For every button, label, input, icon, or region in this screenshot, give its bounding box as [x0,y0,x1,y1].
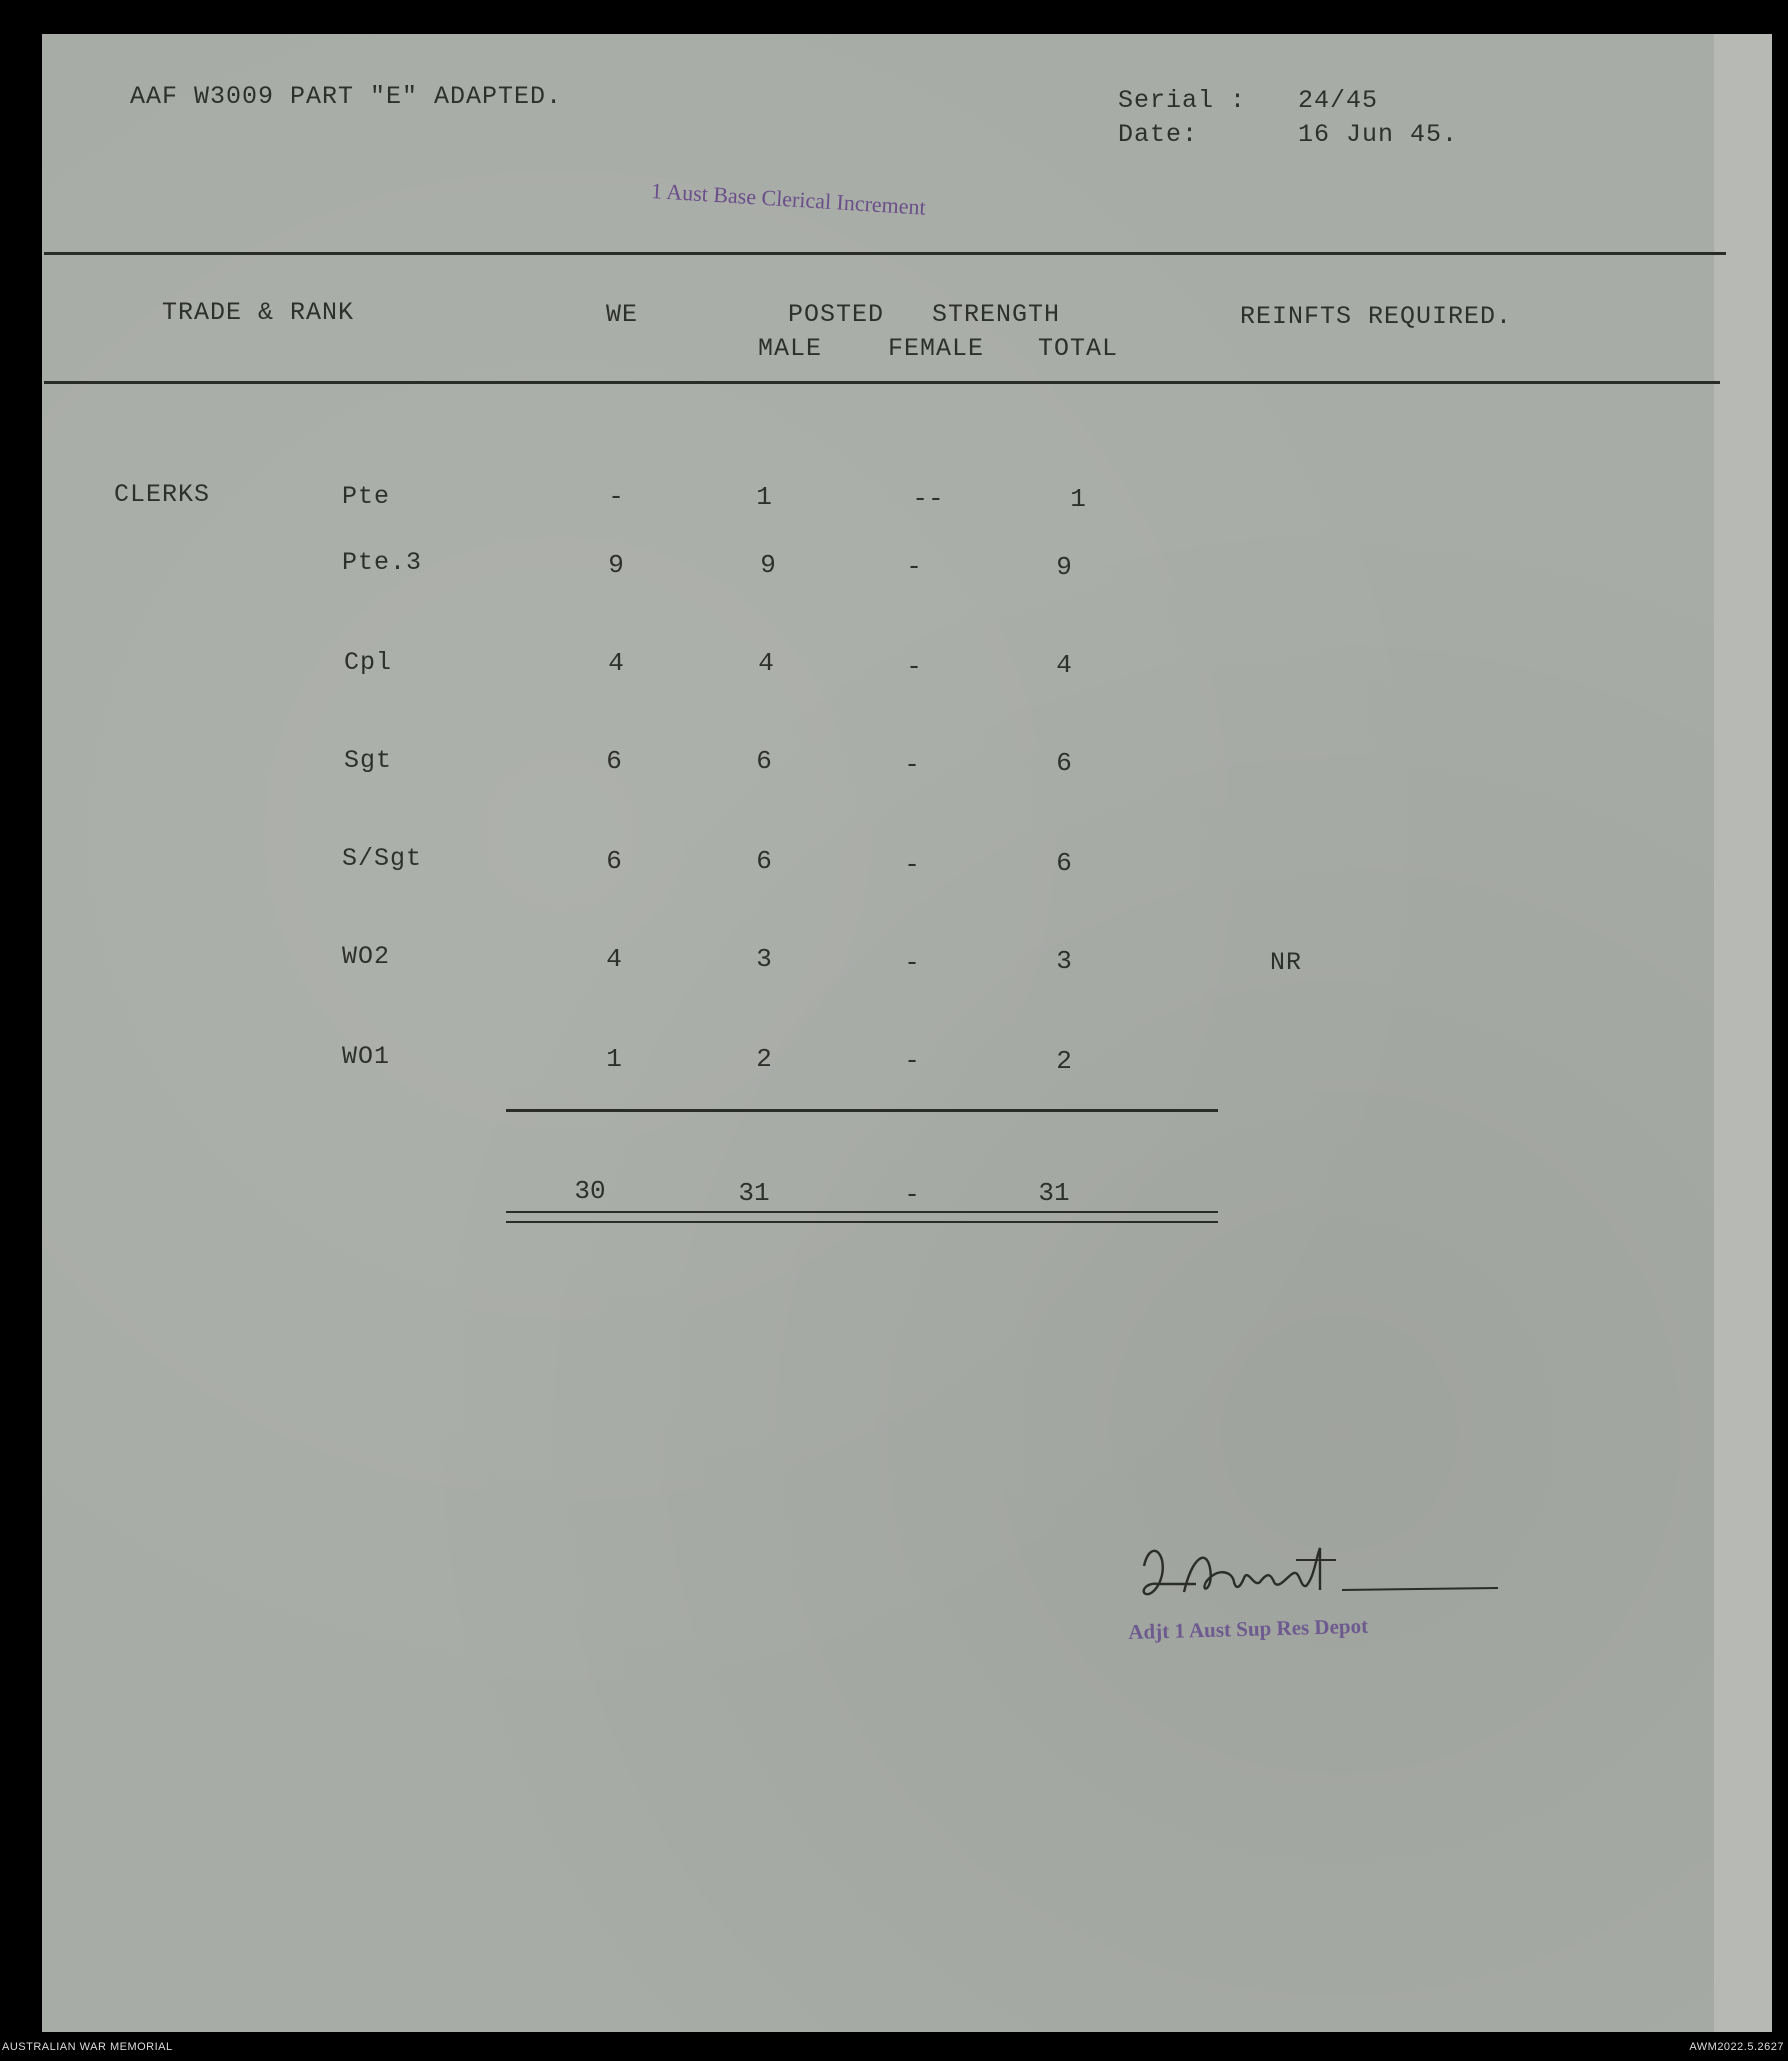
sheet-edge [1714,34,1772,2032]
col-posted-strength: POSTED STRENGTH [788,300,1061,329]
row-male: 3 [756,944,772,974]
row-male: 1 [756,482,772,512]
row-we: 6 [606,746,622,776]
row-female: - [904,750,920,780]
row-total: 3 [1056,946,1072,976]
total-we: 30 [574,1176,606,1206]
footer-institution: AUSTRALIAN WAR MEMORIAL [2,2041,173,2053]
row-we: 1 [606,1044,622,1074]
row-we: 6 [606,846,622,876]
col-male: MALE [758,334,823,363]
row-we: 9 [608,550,624,580]
row-rank: Cpl [344,648,393,677]
total-rule-upper [506,1211,1218,1213]
form-reference: AAF W3009 PART "E" ADAPTED. [130,82,563,111]
col-total: TOTAL [1038,334,1119,363]
trade-name: CLERKS [114,480,211,509]
footer-accession: AWM2022.5.2627 [1689,2041,1784,2053]
row-total: 1 [1070,484,1086,514]
row-female: - [904,850,920,880]
row-rank: WO1 [342,1042,391,1071]
row-rank: Sgt [344,746,393,775]
row-male: 9 [760,550,776,580]
row-rank: Pte.3 [342,548,423,577]
total-male: 31 [738,1178,770,1208]
header-bottom-rule [44,381,1720,384]
total-rule-lower [506,1221,1218,1223]
row-rank: Pte [342,482,391,511]
row-female: -- [912,484,944,514]
row-we: 4 [606,944,622,974]
row-we: - [608,482,624,512]
col-trade-rank: TRADE & RANK [162,298,355,327]
row-total: 9 [1056,552,1072,582]
row-rank: S/Sgt [342,844,423,873]
row-female: - [904,948,920,978]
row-rank: WO2 [342,942,391,971]
row-total: 4 [1056,650,1072,680]
row-male: 6 [756,846,772,876]
signature-stamp: Adjt 1 Aust Sup Res Depot [1128,1613,1369,1644]
col-female: FEMALE [888,334,985,363]
row-total: 6 [1056,748,1072,778]
col-we: WE [606,300,639,329]
total-female: - [904,1180,920,1210]
row-female: - [906,552,922,582]
header-top-rule [44,252,1726,255]
row-we: 4 [608,648,624,678]
row-reinfts: NR [1270,948,1303,977]
subtotal-rule [506,1109,1218,1112]
total-total: 31 [1038,1178,1070,1208]
serial-value: 24/45 [1298,86,1379,115]
row-total: 2 [1056,1046,1072,1076]
row-male: 4 [758,648,774,678]
unit-stamp: 1 Aust Base Clerical Increment [650,178,927,220]
date-value: 16 Jun 45. [1298,120,1459,149]
row-female: - [904,1046,920,1076]
serial-label: Serial : [1118,86,1247,115]
row-total: 6 [1056,848,1072,878]
col-reinfts: REINFTS REQUIRED. [1240,302,1513,331]
row-male: 6 [756,746,772,776]
row-male: 2 [756,1044,772,1074]
row-female: - [906,652,922,682]
date-label: Date: [1118,120,1199,149]
